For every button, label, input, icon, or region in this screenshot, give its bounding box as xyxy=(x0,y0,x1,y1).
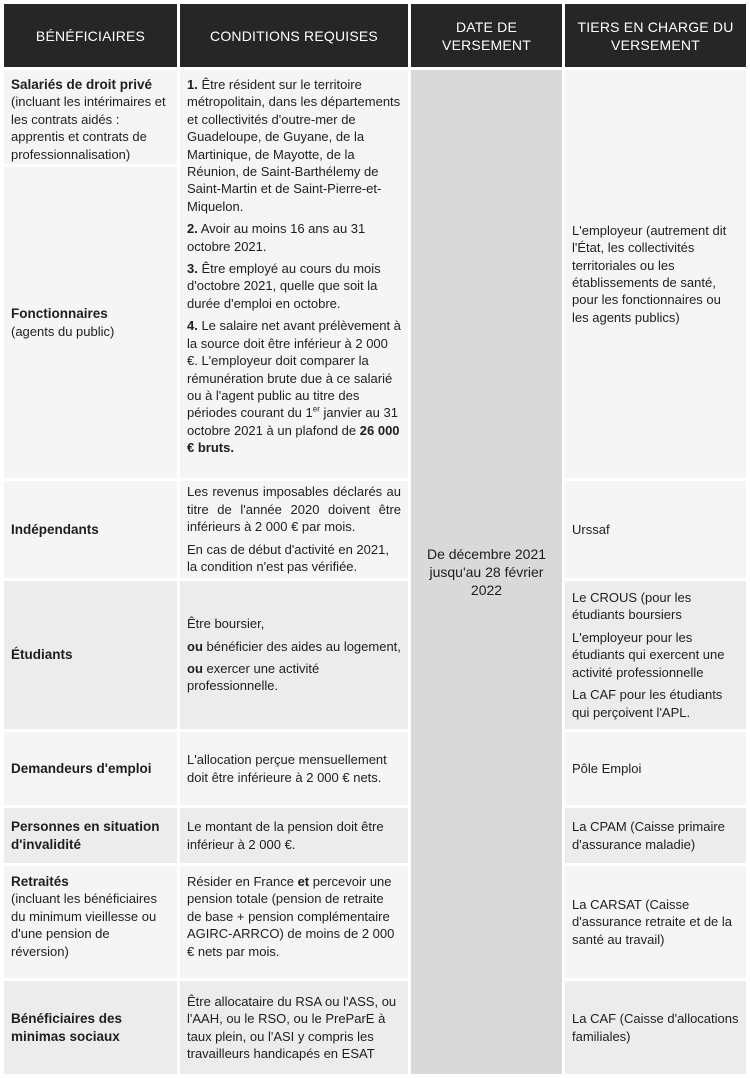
tiers-invalidite xyxy=(565,808,746,863)
beneficiary-retraites xyxy=(4,866,177,978)
beneficiary-salaries xyxy=(4,70,177,164)
condition-text: ou exercer une activité professionnelle. xyxy=(187,661,320,694)
beneficiary-title: Personnes en situation d'invalidité xyxy=(11,819,160,852)
tiers-text: Pôle Emploi xyxy=(572,760,642,776)
conditions-independants xyxy=(180,481,408,578)
beneficiary-demandeurs xyxy=(4,732,177,805)
condition-text: Le montant de la pension doit être inférieur à 2 000 €. xyxy=(187,819,384,852)
beneficiary-subtitle: (incluant les bénéficiaires du minimum vieillesse ou d'une pension de réversion) xyxy=(11,891,157,959)
tiers-retraites xyxy=(565,866,746,978)
tiers-salaries xyxy=(565,70,746,478)
conditions-minimas xyxy=(180,981,408,1074)
beneficiary-invalidite xyxy=(4,808,177,863)
conditions-retraites xyxy=(180,866,408,978)
beneficiary-independants xyxy=(4,481,177,578)
condition-3: 3. Être employé au cours du mois d'octobre 2021, quelle que soit la durée d'emploi en octobre. xyxy=(187,261,381,311)
beneficiary-title: Bénéficiaires des minimas sociaux xyxy=(11,1011,123,1044)
tiers-text: La CPAM (Caisse primaire d'assurance maladie) xyxy=(572,819,725,852)
beneficiary-title: Indépendants xyxy=(11,521,99,537)
condition-text: L'allocation perçue mensuellement doit être inférieure à 2 000 € nets. xyxy=(187,752,387,785)
tiers-text: La CAF (Caisse d'allocations familiales) xyxy=(572,1011,739,1044)
tiers-text: L'employeur (autrement dit l'État, les collectivités territoriales ou les établissements de santé, pour les fonctionnaires ou les agents publics) xyxy=(572,222,727,325)
conditions-invalidite xyxy=(180,808,408,863)
header-beneficiaires: BÉNÉFICIAIRES xyxy=(4,4,177,67)
header-tiers: TIERS EN CHARGE DU VERSEMENT xyxy=(565,4,746,67)
tiers-text: La CAF pour les étudiants qui perçoivent l'APL. xyxy=(572,687,723,720)
beneficiary-minimas xyxy=(4,981,177,1074)
conditions-salaries xyxy=(180,70,408,478)
beneficiary-title: Demandeurs d'emploi xyxy=(11,760,152,776)
tiers-minimas xyxy=(565,981,746,1074)
tiers-demandeurs xyxy=(565,732,746,805)
tiers-text: L'employeur pour les étudiants qui exercent une activité professionnelle xyxy=(572,629,725,680)
condition-text: Résider en France et percevoir une pension totale (pension de retraite de base + pension complémentaire AGIRC-ARRCO) de moins de 2 000 € nets par mois. xyxy=(187,874,395,959)
header-date: DATE DE VERSEMENT xyxy=(411,4,562,67)
condition-text: En cas de début d'activité en 2021, la condition n'est pas vérifiée. xyxy=(187,541,389,575)
beneficiary-fonctionnaires xyxy=(4,167,177,478)
tiers-text: La CARSAT (Caisse d'assurance retraite et de la santé au travail) xyxy=(572,896,733,947)
header-conditions: CONDITIONS REQUISES xyxy=(180,4,408,67)
conditions-demandeurs xyxy=(180,732,408,805)
date-versement-cell xyxy=(411,70,562,1074)
tiers-independants xyxy=(565,481,746,578)
beneficiary-subtitle: (agents du public) xyxy=(11,323,115,339)
beneficiary-etudiants xyxy=(4,581,177,729)
beneficiary-title: Étudiants xyxy=(11,647,73,663)
tiers-text: Le CROUS (pour les étudiants boursiers xyxy=(572,590,692,623)
condition-text: Être allocataire du RSA ou l'ASS, ou l'AAH, ou le RSO, ou le PreParE à taux plein, ou l'ASI y compris les travailleurs handicapés en ESAT xyxy=(187,993,397,1061)
condition-text: Être boursier, xyxy=(187,616,265,632)
condition-text: Les revenus imposables déclarés au titre de l'année 2020 doivent être inférieurs à 2 000 € par mois. xyxy=(187,484,401,535)
tiers-text: Urssaf xyxy=(572,521,610,537)
tiers-etudiants xyxy=(565,581,746,729)
beneficiary-title: Fonctionnaires xyxy=(11,306,108,322)
date-versement-text: De décembre 2021 jusqu'au 28 février 2022 xyxy=(426,546,547,598)
beneficiary-subtitle: (incluant les intérimaires et les contrats aidés : apprentis et contrats de professionnalisation) xyxy=(11,94,166,162)
conditions-etudiants xyxy=(180,581,408,729)
condition-text: ou bénéficier des aides au logement, xyxy=(187,638,401,654)
beneficiary-title: Retraités xyxy=(11,874,69,889)
beneficiary-title: Salariés de droit privé xyxy=(11,77,153,92)
condition-1: 1. Être résident sur le territoire métropolitain, dans les départements et collectivités d'outre-mer de Guadeloupe, de Guyane, de la Martinique, de Mayotte, de la Réunion, de Saint-Barthélemy de Saint-Martin et de Saint-Pierre-et-Miquelon. xyxy=(187,77,401,214)
condition-4: 4. Le salaire net avant prélèvement à la source doit être inférieur à 2 000 €. L'employeur doit comparer la rémunération brute due à ce salarié ou à l'agent public au titre des périodes courant du 1er janvier au 31 octobre 2021 à un plafond de 26 000 € bruts. xyxy=(187,318,401,456)
condition-2: 2. Avoir au moins 16 ans au 31 octobre 2021. xyxy=(187,221,366,254)
